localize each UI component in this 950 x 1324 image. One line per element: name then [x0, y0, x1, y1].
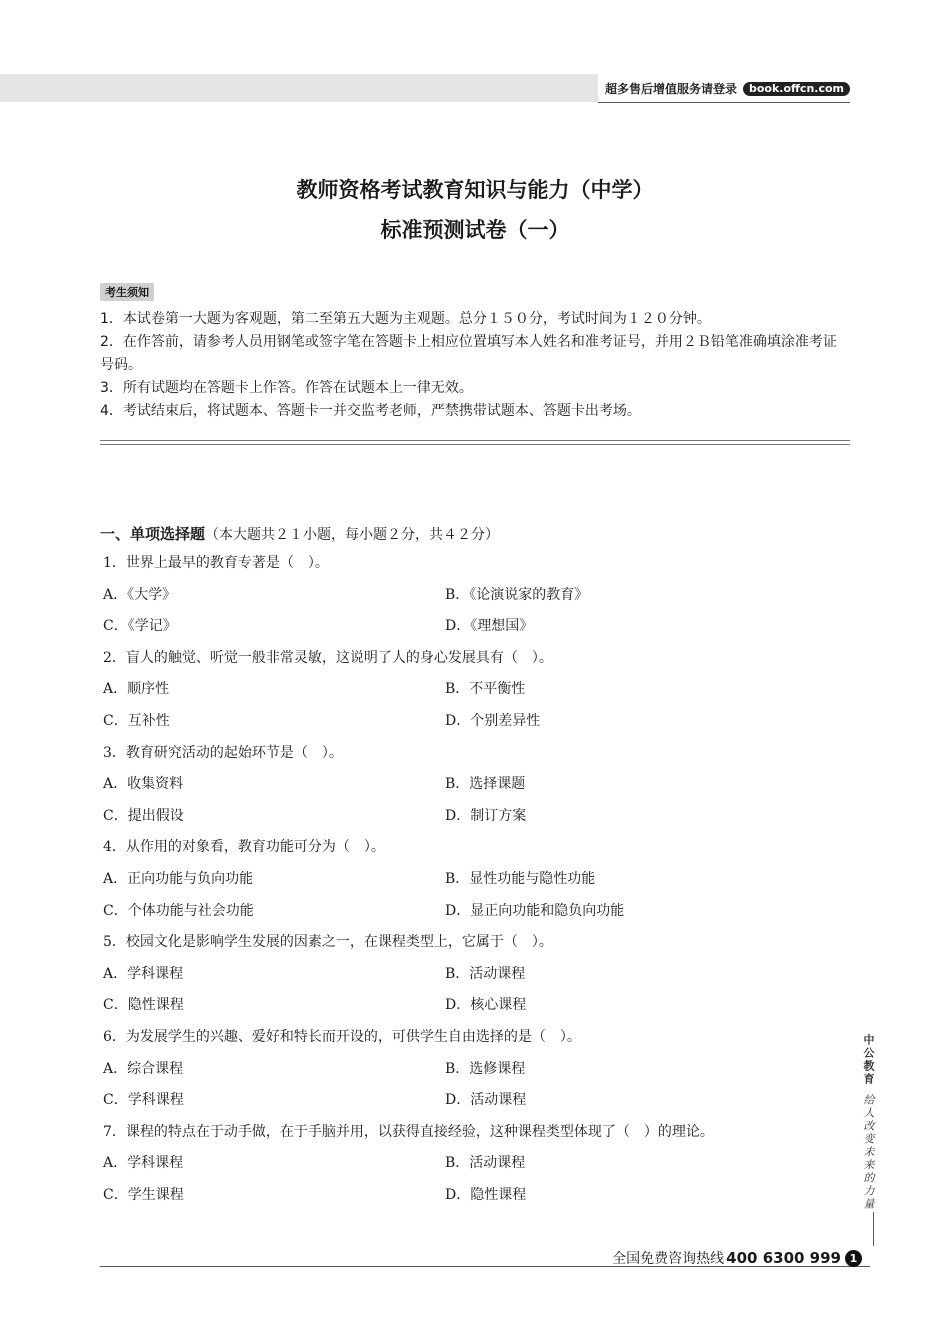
side-brand: [862, 1034, 886, 1211]
option-row: [103, 959, 843, 991]
option-c: C．学科课程: [103, 1092, 184, 1109]
footer-hotline: [612, 1248, 862, 1268]
brand-name: 中公教育: [862, 1034, 875, 1086]
option-a: A．顺序性: [103, 681, 170, 698]
question-stem: 1．世界上最早的教育专著是（ ）。: [103, 555, 329, 571]
header-band: [0, 74, 598, 102]
option-d: D．活动课程: [445, 1092, 527, 1109]
section-heading: [100, 523, 499, 544]
option-b: B．活动课程: [445, 1155, 526, 1172]
brand-slogan: 给人改变未来的力量: [862, 1094, 875, 1211]
header-rule: [598, 102, 850, 103]
option-row: [103, 1054, 843, 1086]
option-row: [103, 674, 843, 706]
option-d: D．核心课程: [445, 997, 527, 1014]
option-c: C．互补性: [103, 712, 170, 729]
option-a: A．学科课程: [103, 965, 184, 982]
option-b: B．选择课题: [445, 776, 526, 793]
notice-item: 3．所有试题均在答题卡上作答。作答在试题本上一律无效。: [100, 380, 473, 396]
question-stem: 5．校园文化是影响学生发展的因素之一，在课程类型上，它属于（ ）。: [103, 934, 553, 951]
option-d: D．隐性课程: [445, 1186, 527, 1203]
notice-tag: 考生须知: [100, 283, 154, 301]
option-a: A．收集资料: [103, 776, 184, 793]
hotline-label: 全国免费咨询热线: [612, 1251, 725, 1267]
option-b: B．不平衡性: [445, 681, 526, 698]
option-row: [103, 864, 843, 896]
option-d: D．显正向功能和隐负向功能: [445, 902, 625, 919]
question-list: [103, 548, 843, 1211]
option-row: [103, 990, 843, 1022]
option-row: [103, 706, 843, 738]
section-title: 一、单项选择题: [100, 525, 206, 543]
option-b: B．《论演说家的教育》: [445, 586, 589, 603]
option-a: A．综合课程: [103, 1060, 184, 1077]
option-d: D．个别差异性: [445, 712, 541, 729]
notice-item: 1．本试卷第一大题为客观题，第二至第五大题为主观题。总分１５０分，考试时间为１２０分钟。: [100, 311, 711, 327]
question-stem: 7．课程的特点在于动手做，在于手脑并用，以获得直接经验，这种课程类型体现了（ ）的理论。: [103, 1123, 714, 1140]
option-a: A．学科课程: [103, 1155, 184, 1172]
option-row: [103, 1085, 843, 1117]
divider-rule: [100, 440, 850, 441]
section-note: （本大题共２１小题，每小题２分，共４２分）: [205, 527, 500, 543]
option-b: B．选修课程: [445, 1060, 526, 1077]
exam-subtitle: 标准预测试卷（一）: [380, 218, 570, 242]
option-row: [103, 1180, 843, 1212]
service-text: 超多售后增值服务请登录: [604, 82, 737, 96]
option-c: C．隐性课程: [103, 997, 184, 1014]
option-c: C．提出假设: [103, 807, 184, 824]
option-row: [103, 801, 843, 833]
option-c: C．个体功能与社会功能: [103, 902, 254, 919]
notice-item: 2．在作答前，请参考人员用钢笔或签字笔在答题卡上相应位置填写本人姓名和准考证号，并用２Ｂ铅笔准确填涂准考证号码。: [100, 334, 837, 373]
option-c: C．学生课程: [103, 1186, 184, 1203]
option-row: [103, 896, 843, 928]
option-a: A．正向功能与负向功能: [103, 870, 254, 887]
option-d: D．《理想国》: [445, 618, 534, 635]
option-row: [103, 580, 843, 612]
hotline-number: 400 6300 999: [726, 1249, 841, 1267]
divider-rule: [100, 444, 850, 445]
question-stem: 3．教育研究活动的起始环节是（ ）。: [103, 744, 343, 761]
notice-item: 4．考试结束后，将试题本、答题卡一并交监考老师，严禁携带试题本、答题卡出考场。: [100, 403, 641, 419]
question-stem: 4．从作用的对象看，教育功能可分为（ ）。: [103, 839, 385, 856]
option-row: [103, 1148, 843, 1180]
option-row: [103, 611, 843, 643]
header-service: [605, 80, 850, 97]
option-d: D．制订方案: [445, 807, 527, 824]
option-row: [103, 769, 843, 801]
option-a: A．《大学》: [103, 586, 177, 603]
question-stem: 2．盲人的触觉、听觉一般非常灵敏，这说明了人的身心发展具有（ ）。: [103, 649, 553, 666]
notice-list: [100, 308, 850, 423]
exam-title: 教师资格考试教育知识与能力（中学）: [296, 178, 654, 202]
option-c: C．《学记》: [103, 618, 177, 635]
option-b: B．显性功能与隐性功能: [445, 870, 596, 887]
page-number: 1: [845, 1250, 862, 1267]
side-rule: [873, 1212, 874, 1246]
question-stem: 6．为发展学生的兴趣、爱好和特长而开设的，可供学生自由选择的是（ ）。: [103, 1028, 581, 1045]
service-url[interactable]: book.offcn.com: [743, 82, 850, 96]
option-b: B．活动课程: [445, 965, 526, 982]
